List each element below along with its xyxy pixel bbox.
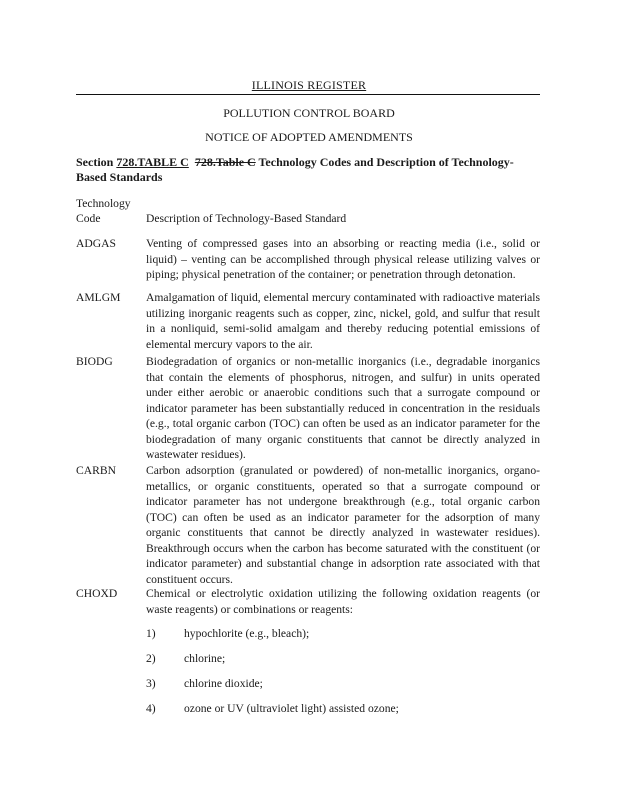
register-header <box>78 78 540 94</box>
section-prefix: Section <box>76 155 117 169</box>
column-header-code-line2: Code <box>76 212 101 225</box>
list-item-number: 2) <box>146 652 156 665</box>
list-item-text: chlorine dioxide; <box>184 677 263 690</box>
entry-description: Venting of compressed gases into an absorbing or reacting media (i.e., solid or liquid) – venting can be accomplished through physical release utilizing valves or piping; physical penetration of the container; or penetration through detonation. <box>146 237 540 281</box>
register-title: ILLINOIS REGISTER <box>251 78 367 92</box>
list-item-text: chlorine; <box>184 652 226 665</box>
entry-code: BIODG <box>76 355 113 368</box>
entry-description: Carbon adsorption (granulated or powdered) of non-metallic inorganics, organo-metallics, or organic constituents, operated so that a surrogate compound or indicator parameter has not undergone breakthrough (e.g., total organic carbon (TOC) can often be used as an indicator parameter for the adsorption of many organic constituents that cannot be directly analyzed in wastewater residues). Breakthrough occurs when the carbon has become saturated with the constituent (or indicator parameter) and substantial change in adsorption rate associated with that constituent occurs. <box>146 464 540 586</box>
entry-code: AMLGM <box>76 291 121 304</box>
entry-description: Chemical or electrolytic oxidation utilizing the following oxidation reagents (or waste reagents) or combinations or reagents: <box>146 587 540 616</box>
entry-description: Biodegradation of organics or non-metallic inorganics (i.e., degradable inorganics that contain the elements of phosphorus, nitrogen, and sulfur) in units operated under either aerobic or anaerobic conditions such that a surrogate compound or indicator parameter has been substantially reduced in concentration in the residuals (e.g., total organic carbon (TOC) can often be used as an indicator parameter for the biodegradation of many organic constituents that cannot be directly analyzed in wastewater residues). <box>146 355 540 461</box>
board-name: POLLUTION CONTROL BOARD <box>223 106 395 120</box>
list-item-number: 1) <box>146 627 156 640</box>
column-header-description: Description of Technology-Based Standard <box>146 212 347 225</box>
list-item-number: 4) <box>146 702 156 715</box>
column-header-code-line1: Technology <box>76 197 131 210</box>
list-item-text: ozone or UV (ultraviolet light) assisted ozone; <box>184 702 399 715</box>
section-heading <box>76 155 540 185</box>
entry-code: CHOXD <box>76 587 118 600</box>
section-title: Technology Codes and Description of Technology-Based Standards <box>76 155 514 184</box>
header-rule <box>76 94 540 95</box>
list-item-text: hypochlorite (e.g., bleach); <box>184 627 310 640</box>
section-old-ref: 728.Table C <box>194 155 256 169</box>
list-item-number: 3) <box>146 677 156 690</box>
entry-code: ADGAS <box>76 237 116 250</box>
column-header-code <box>76 196 146 226</box>
notice-title: NOTICE OF ADOPTED AMENDMENTS <box>205 130 413 144</box>
entry-description: Amalgamation of liquid, elemental mercury contaminated with radioactive materials utilizing inorganic reagents such as copper, zinc, nickel, gold, and sulfur that result in a nonliquid, semi-solid amalgam and thereby reducing potential emissions of elemental mercury vapors to the air. <box>146 291 540 351</box>
entry-code: CARBN <box>76 464 116 477</box>
section-new-ref: 728.TABLE C <box>116 155 189 169</box>
